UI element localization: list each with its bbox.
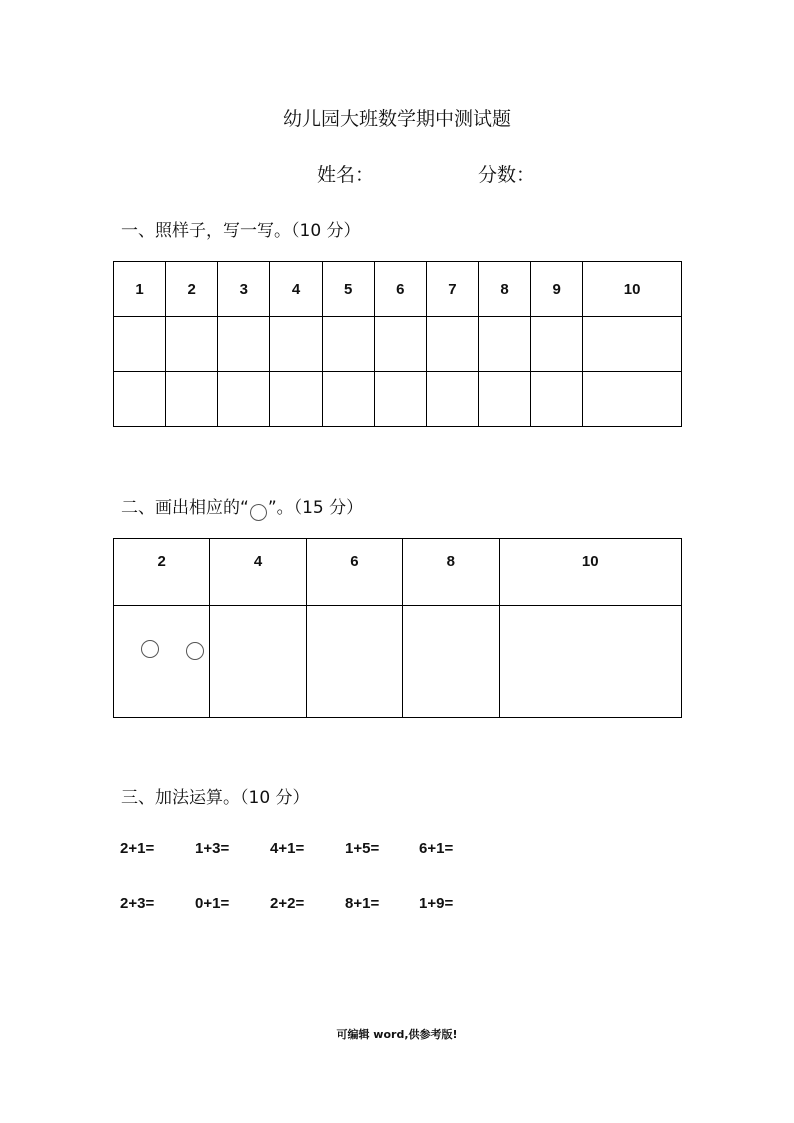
answer-cell[interactable] [426,372,478,427]
equation: 2+3= [120,895,155,912]
answer-cell[interactable] [218,372,270,427]
answer-cell[interactable] [166,317,218,372]
answer-cell[interactable] [478,317,530,372]
section2-heading-end: ”。（15 分） [267,498,364,518]
number-cell: 10 [583,262,682,317]
drawing-cell[interactable] [210,606,306,718]
number-cell: 10 [499,539,682,606]
number-cell: 2 [114,539,210,606]
answer-cell[interactable] [426,317,478,372]
number-cell: 8 [478,262,530,317]
drawing-cell[interactable] [403,606,499,718]
answer-cell[interactable] [374,317,426,372]
answer-cell[interactable] [166,372,218,427]
number-cell: 1 [114,262,166,317]
equation: 8+1= [345,895,380,912]
section2-heading [121,493,363,521]
table-row [114,317,682,372]
number-cell: 4 [210,539,306,606]
answer-cell[interactable] [114,372,166,427]
answer-cell[interactable] [270,372,322,427]
number-cell: 2 [166,262,218,317]
equation: 2+2= [270,895,305,912]
table-row [114,539,682,606]
equation: 6+1= [419,840,454,857]
number-cell: 6 [306,539,402,606]
table-row [114,262,682,317]
number-cell: 8 [403,539,499,606]
section2-heading-start: 二、画出相应的“ [121,498,249,518]
answer-cell[interactable] [322,317,374,372]
equation: 2+1= [120,840,155,857]
answer-cell[interactable] [374,372,426,427]
answer-cell[interactable] [531,317,583,372]
page-title: 幼儿园大班数学期中测试题 [282,108,511,130]
drawing-cell[interactable] [499,606,682,718]
equation: 1+3= [195,840,230,857]
footer-note: 可编辑 word,供参考版! [336,1028,458,1041]
name-label: 姓名： [317,164,375,186]
equation: 4+1= [270,840,305,857]
number-cell: 3 [218,262,270,317]
score-label: 分数： [478,164,536,186]
circle-icon [141,640,159,658]
number-cell: 7 [426,262,478,317]
answer-cell[interactable] [322,372,374,427]
table-row [114,606,682,718]
circle-icon [250,504,267,521]
number-cell: 5 [322,262,374,317]
section3-heading: 三、加法运算。（10 分） [121,788,310,808]
answer-cell[interactable] [583,372,682,427]
example-cell [114,606,210,718]
section1-table [113,261,682,427]
number-cell: 9 [531,262,583,317]
answer-cell[interactable] [478,372,530,427]
answer-cell[interactable] [218,317,270,372]
drawing-cell[interactable] [306,606,402,718]
circle-icon [186,642,204,660]
equation: 1+9= [419,895,454,912]
answer-cell[interactable] [114,317,166,372]
answer-cell[interactable] [270,317,322,372]
section1-heading: 一、照样子，写一写。（10 分） [121,221,361,241]
equation: 1+5= [345,840,380,857]
answer-cell[interactable] [583,317,682,372]
equation: 0+1= [195,895,230,912]
number-cell: 6 [374,262,426,317]
table-row [114,372,682,427]
answer-cell[interactable] [531,372,583,427]
section2-table [113,538,682,718]
number-cell: 4 [270,262,322,317]
